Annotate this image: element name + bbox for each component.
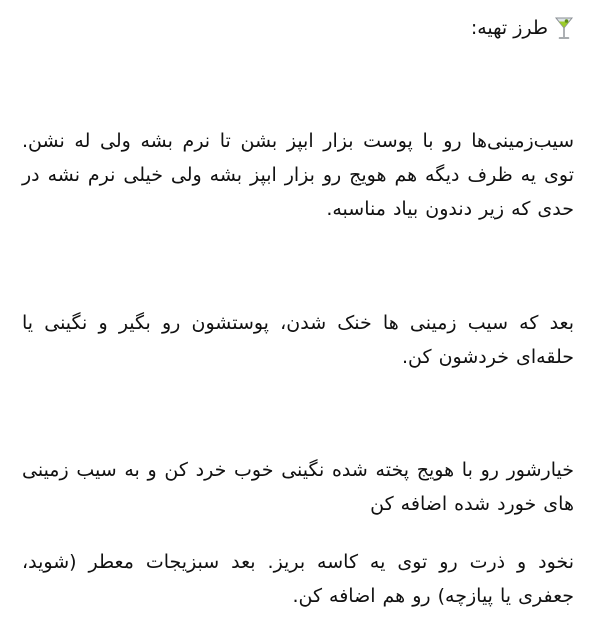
recipe-step-2: بعد که سیب زمینی ها خنک شدن، پوستشون رو بگیر و نگینی یا حلقه‌ای خردشون کن. — [22, 312, 574, 368]
recipe-step-4: نخود و ذرت رو توی یه کاسه بریز. بعد سبزیجات معطر (شوید، جعفری یا پیازچه) رو هم اضافه کن. — [22, 551, 574, 607]
recipe-step-3: خیارشور رو با هویج پخته شده نگینی خوب خرد کن و به سیب زمینی های خورد شده اضافه کن — [22, 459, 574, 515]
recipe-heading — [471, 14, 574, 42]
recipe-step-1: سیب‌زمینی‌ها رو با پوست بزار ابپز بشن تا نرم بشه ولی له نشن. توی یه ظرف دیگه هم هویج رو بزار ابپز بشه ولی خیلی نرم نشه در حدی که زیر دندون بیاد مناسبه. — [22, 130, 574, 220]
cocktail-glass-icon — [554, 15, 574, 41]
recipe-heading-text: طرز تهیه: — [470, 17, 548, 39]
